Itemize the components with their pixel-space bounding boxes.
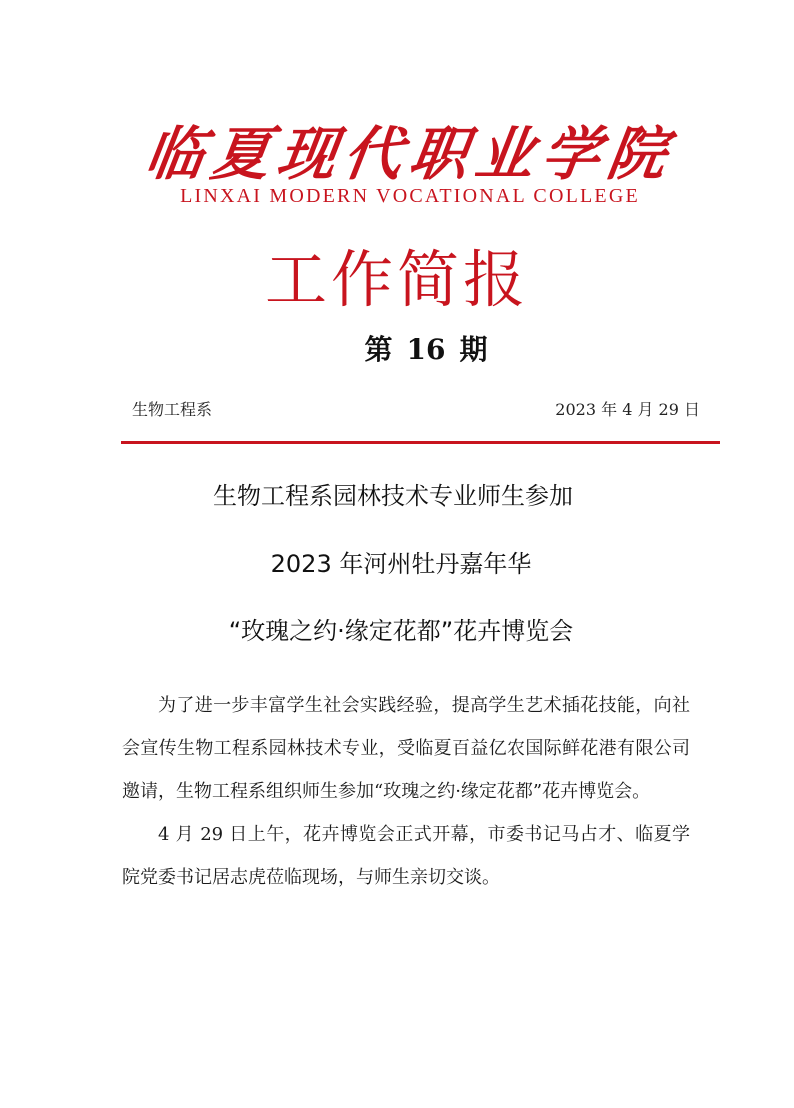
article-paragraph: 4 月 29 日上午，花卉博览会正式开幕，市委书记马占才、临夏学院党委书记居志虎莅临现场，与师生亲切交谈。 — [122, 824, 690, 888]
article-headline-line-2: 2023 年河州牡丹嘉年华 — [270, 550, 532, 578]
issue-suffix: 期 — [459, 333, 488, 366]
article-body — [122, 684, 690, 899]
article-headline-line-3: “玫瑰之约·缘定花都”花卉博览会 — [228, 617, 574, 645]
issue-number: 16 — [406, 333, 446, 366]
college-name-english: LINXAI MODERN VOCATIONAL COLLEGE — [180, 185, 640, 207]
issue-date: 2023 年 4 月 29 日 — [555, 400, 700, 419]
issue-prefix: 第 — [364, 333, 393, 366]
article-headline-line-1: 生物工程系园林技术专业师生参加 — [213, 482, 573, 510]
department-label: 生物工程系 — [132, 400, 213, 419]
issue-line — [0, 330, 794, 370]
college-name-calligraphy: 临夏现代职业学院 — [141, 120, 679, 188]
bulletin-title: 工作简报 — [264, 243, 529, 316]
red-divider — [121, 441, 720, 444]
article-paragraph: 为了进一步丰富学生社会实践经验，提高学生艺术插花技能，向社会宣传生物工程系园林技术专业，受临夏百益亿农国际鲜花港有限公司邀请，生物工程系组织师生参加“玫瑰之约·缘定花都”花卉博览会。 — [122, 695, 690, 802]
